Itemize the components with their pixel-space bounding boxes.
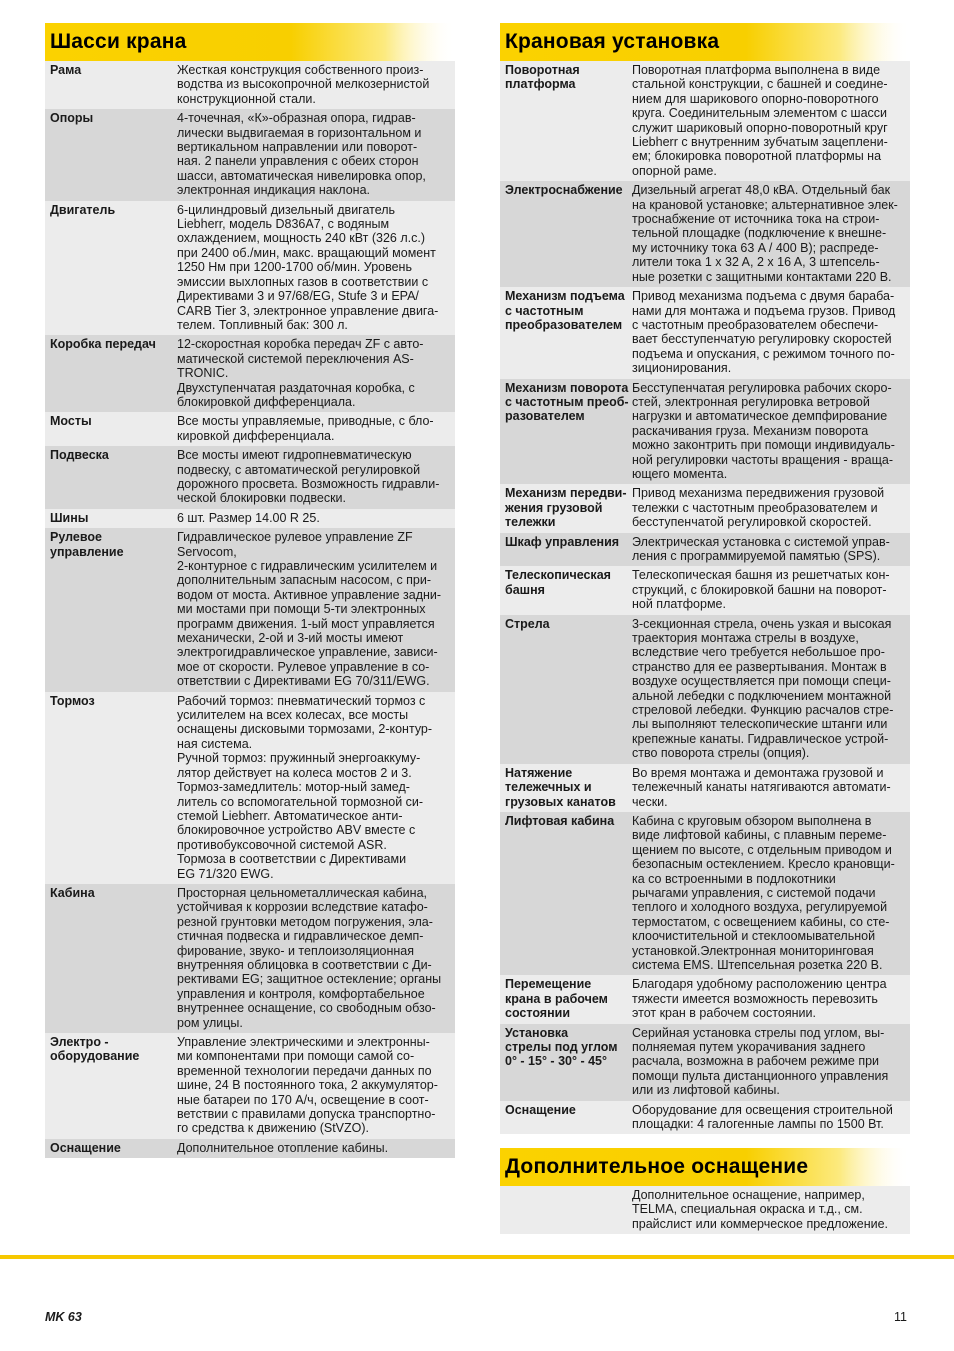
spec-value: Благодаря удобному расположению центра тяжести имеется возможность перевозить этот кран в рабочем состоянии. — [632, 977, 887, 1021]
spec-label: Мосты — [50, 414, 92, 429]
page-number: 11 — [894, 1310, 907, 1324]
spec-value: Рабочий тормоз: пневматический тормоз с усилителем на всех колесах, все мосты оснащены дисковыми тормозами, 2-контур- ная система. Ручной тормоз: пружинный энергоаккуму- лятор действует на колеса мостов 2 и 3. Тормоз-замедлитель: мотор-ный замед- литель со вспомогательной тормозной си- стемой Liebherr. Автоматическое анти- блокировочное устройство ABV вместе с противобуксовочной системой ASR. Тормоза в соответствии с Директивами EG 71/320 EWG. — [177, 693, 433, 881]
spec-label: Натяжение тележечных и грузовых канатов — [505, 765, 616, 809]
spec-label: Механизм передви- жения грузовой тележки — [505, 486, 627, 530]
spec-label: Коробка передач — [50, 337, 156, 352]
spec-row — [500, 764, 910, 812]
spec-value: Дополнительное отопление кабины. — [177, 1140, 389, 1155]
section-header — [45, 23, 455, 61]
spec-row — [500, 615, 910, 764]
spec-row — [45, 61, 455, 109]
spec-value: Бесступенчатая регулировка рабочих скоро- стей, электронная регулировка ветровой нагрузки и автоматическое демпфирование раскачивания груза. Механизм поворота можно законтрить при помощи индивидуаль- ной регулировки частоты вращения - враща- ющего момента. — [632, 380, 895, 481]
section-crane-installation — [500, 23, 910, 1134]
spec-label: Рулевое управление — [50, 530, 124, 559]
spec-row — [500, 1024, 910, 1101]
section-header — [500, 23, 910, 61]
spec-label: Стрела — [505, 616, 550, 631]
spec-value: Кабина с круговым обзором выполнена в виде лифтовой кабины, с плавным переме- щением по высоте, с отдельным приводом и безопасным остеклением. Кресло крановщи- ка со встроенными в подлокотники рычагами управления, с системой подачи теплого и холодного воздуха, регулируемой термостатом, с освещением кабины, со сте- клоочистительной и стеклоомывательной установкой.Электронная мониторинговая система EMS. Штепсельная розетка 220 В. — [632, 813, 895, 972]
spec-label: Электро - оборудование — [50, 1035, 140, 1064]
spec-row — [500, 287, 910, 378]
spec-label — [500, 1188, 632, 1231]
spec-label: Механизм поворота с частотным преоб- разователем — [505, 380, 629, 424]
spec-label: Механизм подъема с частотным преобразователем — [505, 289, 625, 332]
spec-value: Все мосты управляемые, приводные, с бло- кировкой дифференциала. — [177, 414, 434, 443]
spec-label: Кабина — [50, 885, 95, 900]
spec-value: Оборудование для освещения строительной площадки: 4 галогенные лампы по 1500 Вт. — [632, 1102, 893, 1132]
spec-row — [500, 484, 910, 532]
section-header — [500, 1148, 910, 1186]
spec-value: Дополнительное оснащение, например, TELMA, специальная окраска и т.д., см. прайслист или коммерческое предложение. — [632, 1188, 888, 1231]
spec-row — [500, 975, 910, 1023]
spec-label: Шкаф управления — [505, 534, 620, 549]
footer-model-name: MK 63 — [45, 1310, 82, 1324]
spec-label: Двигатель — [50, 202, 116, 217]
footer-divider — [0, 1255, 954, 1259]
spec-row — [45, 446, 455, 509]
spec-row — [500, 533, 910, 567]
spec-row — [45, 884, 455, 1033]
spec-label: Перемещение крана в рабочем состоянии — [505, 977, 608, 1021]
spec-value: Поворотная платформа выполнена в виде стальной конструкции, с башней и соедине- нием для шарикового опорно-поворотного круга. Соединительным элементом с шасси служит шариковый опорно-поворотный круг Liebherr с внутренним зубчатым зацеплени- ем; блокировка поворотной платформы на опорной раме. — [632, 63, 888, 178]
spec-value: Серийная установка стрелы под углом, вы- полняемая путем укорачивания заднего расчала, возможна в рабочем режиме при помощи пульта дистанционного управления или из лифтовой кабины. — [632, 1025, 889, 1098]
spec-value: Привод механизма передвижения грузовой тележки с частотным преобразователем и бесступенчатой регулировкой скоростей. — [632, 486, 885, 530]
spec-table — [45, 61, 455, 1158]
spec-value: Жесткая конструкция собственного произ- водства из высокопрочной мелкозернистой конструкционной стали. — [177, 63, 430, 106]
spec-value: 4-точечная, «К»-образная опора, гидрав- лически выдвигаемая в горизонтальном и вертикальном направлении или поворот- ная. 2 панели управления с обеих сторон шасси, автоматическая нивелировка опор, электронная индикация наклона. — [177, 111, 426, 198]
section-title: Крановая установка — [505, 30, 720, 53]
spec-value: Все мосты имеют гидропневматическую подвеску, с автоматической регулировкой дорожного просвета. Возможность гидравли- ческой блокировки подвески. — [177, 448, 440, 506]
spec-value: Просторная цельнометаллическая кабина, устойчивая к коррозии вследствие катафо- резной грунтовки методом погружения, эла- стичная подвеска и гидравлическое демп- фирование, звуко- и теплоизоляционная внутренняя облицовка в соответствии с Ди- рективами EG; защитное остекление; органы управления и контроля, комфортабельное внутреннее оснащение, со свободным обзо- ром улицы. — [177, 885, 442, 1030]
spec-value: Во время монтажа и демонтажа грузовой и тележечный канаты натягиваются автомати- чески. — [632, 765, 891, 809]
section-additional-equipment — [500, 1148, 910, 1234]
spec-label: Рама — [50, 63, 82, 77]
spec-value: Телескопическая башня из решетчатых кон- струкций, с блокировкой башни на поворот- ной платформе. — [632, 568, 890, 612]
spec-row — [45, 1033, 455, 1139]
section-crane-chassis — [45, 23, 455, 1158]
spec-row — [500, 1186, 910, 1234]
spec-value: 3-секционная стрела, очень узкая и высокая траектория монтажа стрелы в воздухе, вследствие чего требуется небольшое про- странство для ее развертывания. Монтаж в воздухе осуществляется при помощи специ- альной лебедки с подключением монтажной стреловой лебедки. Функцию расчалов стре- лы выполняют телескопические штанги или крепежные канаты. Гидравлическое устрой- ство поворота стрелы (опция). — [632, 616, 894, 761]
spec-row — [45, 335, 455, 412]
spec-value: Привод механизма подъема с двумя бараба- нами для монтажа и подъема грузов. Привод с частотным преобразователем обеспечи- вает бесступенчатую регулировку скоростей подъема и опускания, с режимом точного по- зиционирования. — [632, 289, 896, 376]
spec-value: Гидравлическое рулевое управление ZF Servocom, 2-контурное с гидравлическим усилителем и дополнительным запасным насосом, с при- водом от моста. Активное управление задни- ми мостами при помощи 5-ти электронных программ движения. 1-ый мост управляется механически, 2-ой и 3-ий мосты имеют электрогидравлическое управление, зависи- мое от скорости. Рулевое управление в со- ответствии с Директивами EG 70/311/EWG. — [177, 530, 442, 689]
spec-label: Оснащение — [505, 1102, 576, 1117]
spec-value: 6 шт. Размер 14.00 R 25. — [177, 510, 320, 525]
spec-value: Дизельный агрегат 48,0 кВА. Отдельный бак на крановой установке; альтернативное элек- троснабжение от источника тока на строи- тельной площадке (подключение к внешне- му источнику тока 63 A / 400 В); распреде- лители тока 1 x 32 A, 2 x 16 A, 3 штепсель- ные розетки с защитными контактами 220 В. — [632, 183, 898, 284]
spec-label: Подвеска — [50, 448, 109, 463]
spec-label: Тормоз — [50, 693, 95, 708]
spec-row — [45, 201, 455, 336]
spec-value: 12-скоростная коробка передач ZF с авто- матической системой переключения AS- TRONIC. Двухступенчатая раздаточная коробка, с блокировкой дифференциала. — [177, 337, 424, 409]
spec-label: Поворотная платформа — [505, 63, 580, 92]
spec-label: Лифтовая кабина — [505, 813, 615, 828]
spec-label: Опоры — [50, 111, 94, 126]
spec-row — [500, 181, 910, 287]
section-title: Шасси крана — [50, 30, 187, 53]
spec-label: Электроснабжение — [505, 183, 623, 198]
spec-row — [500, 61, 910, 181]
spec-row — [45, 692, 455, 884]
spec-row — [45, 109, 455, 200]
spec-label: Телескопическая башня — [505, 568, 611, 597]
spec-row — [45, 509, 455, 528]
section-title: Дополнительное оснащение — [505, 1155, 809, 1178]
spec-row — [500, 1101, 910, 1135]
spec-value: Электрическая установка с системой управ- ления с программируемой памятью (SPS). — [632, 534, 890, 563]
spec-table — [500, 1186, 910, 1234]
spec-label: Оснащение — [50, 1140, 121, 1155]
spec-row — [45, 412, 455, 446]
spec-label: Шины — [50, 510, 89, 525]
spec-value: 6-цилиндровый дизельный двигатель Liebherr, модель D836A7, с водяным охлаждением, мощность 240 кВт (326 л.с.) при 2400 об./мин, макс. вращающий момент 1250 Нм при 1200-1700 об/мин. Уровень эмиссии выхлопных газов в соответствии с Директивами 3 и 97/68/EG, Stufe 3 и EPA/ CARB Tier 3, электронное управление двига- телем. Топливный бак: 300 л. — [177, 202, 439, 332]
spec-row — [45, 1139, 455, 1158]
spec-row — [45, 528, 455, 691]
spec-row — [500, 379, 910, 485]
spec-table — [500, 61, 910, 1134]
spec-label: Установка стрелы под углом 0° - 15° - 30° - 45° — [505, 1025, 618, 1069]
spec-row — [500, 812, 910, 975]
spec-value: Управление электрическими и электронны- ми компонентами при помощи самой со- временной технологии передачи данных по шине, 24 В постоянного тока, 2 аккумулятор- ные батареи по 170 А/ч, освещение в соот- ветствии с правилами допуска транспортно- го средства к движению (StVZO). — [177, 1035, 438, 1136]
spec-row — [500, 566, 910, 614]
